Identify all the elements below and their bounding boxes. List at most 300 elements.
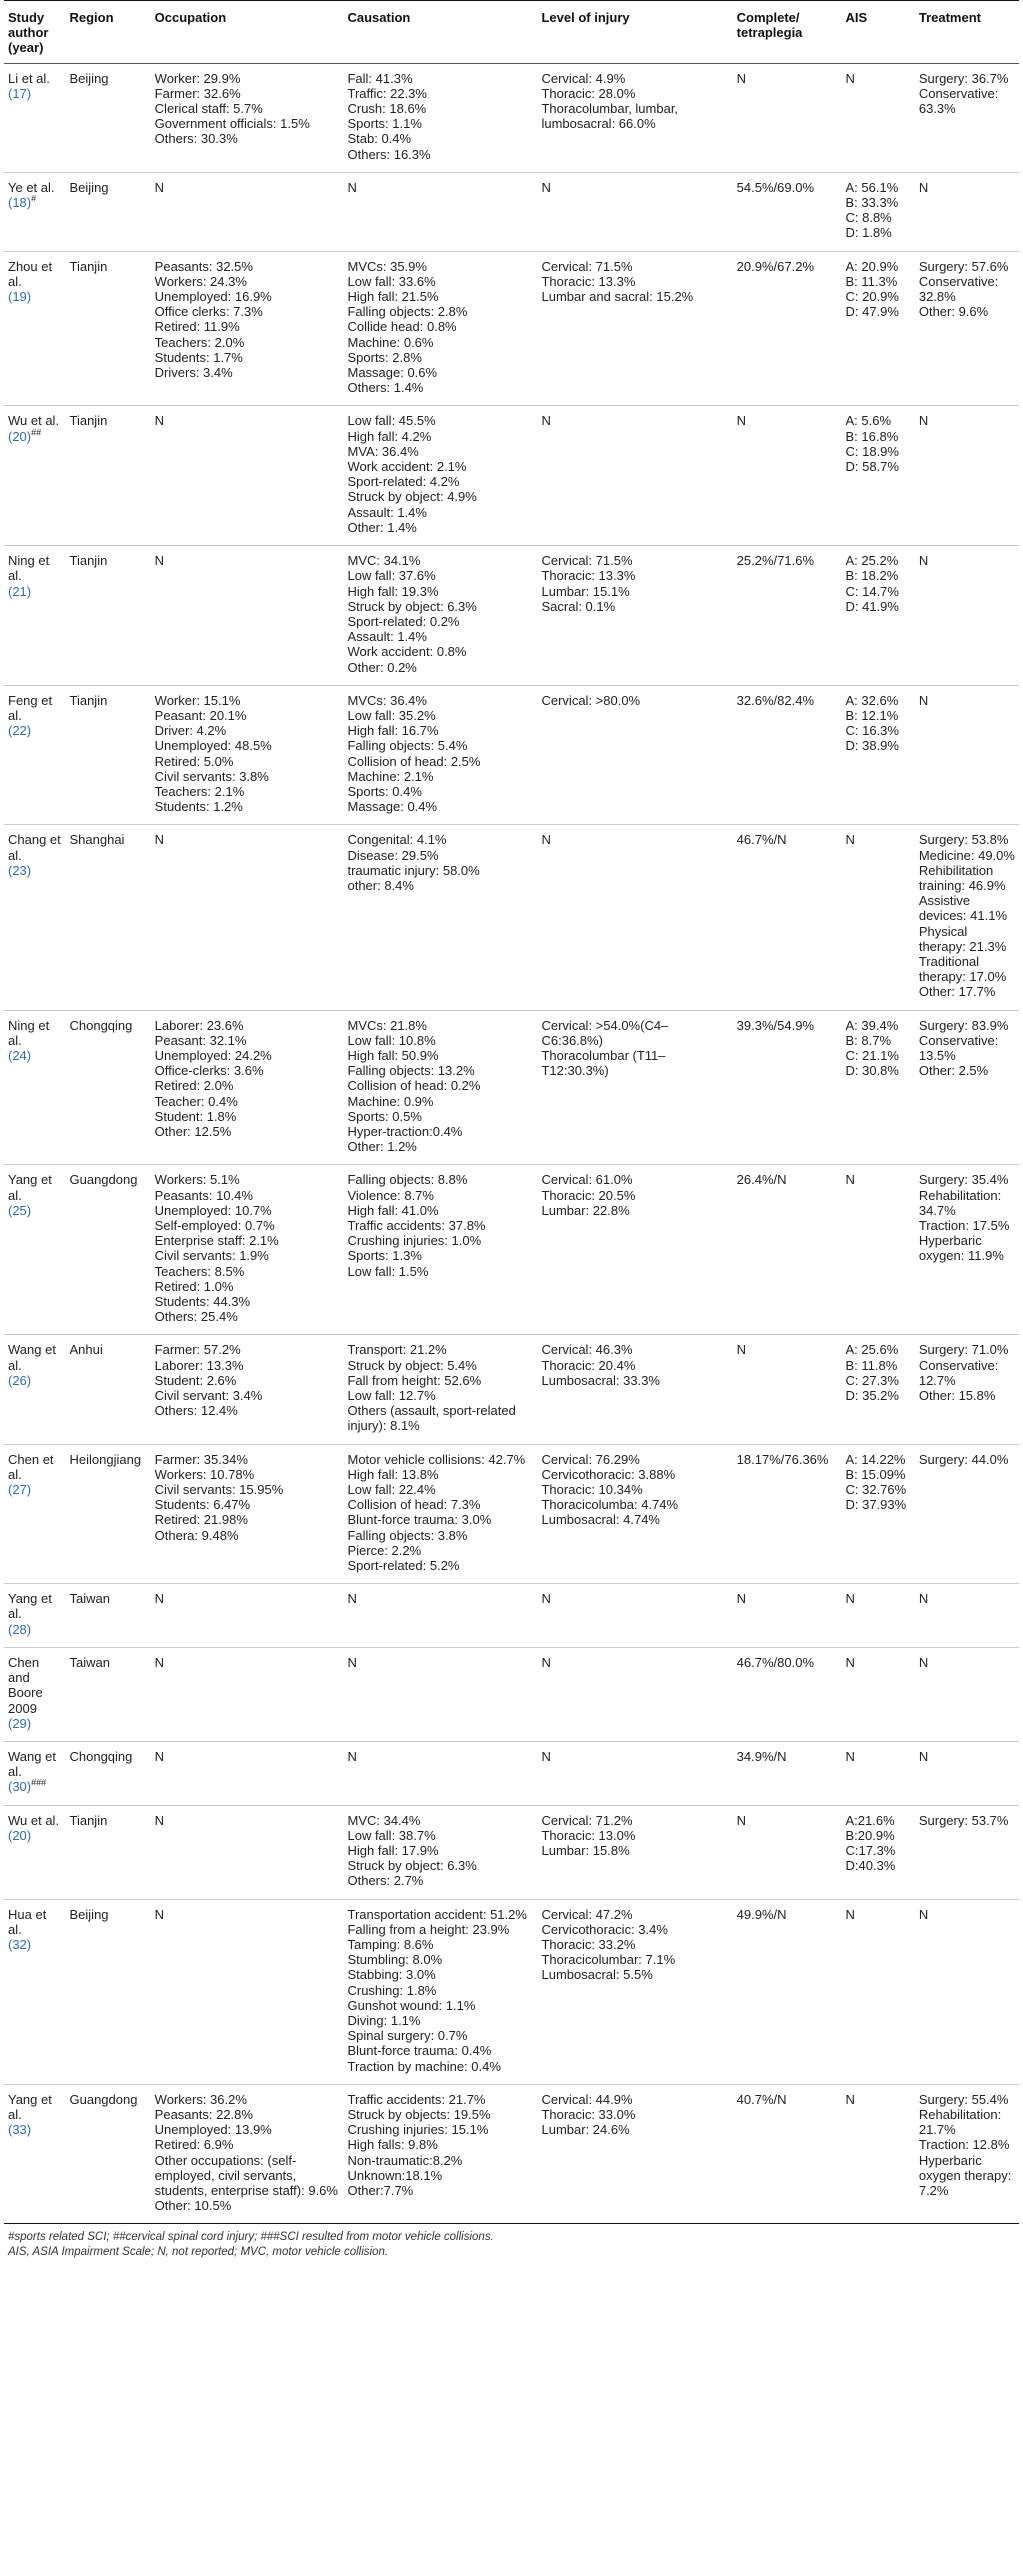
level-item: N <box>541 832 551 848</box>
table-row <box>4 1741 1019 1805</box>
region-value: Anhui <box>69 1342 103 1358</box>
causation-item: Sport-related: 5.2% <box>347 1558 460 1574</box>
level-of-injury-cell <box>537 546 732 686</box>
treatment-item: Traction: 12.8% <box>918 2137 1010 2153</box>
complete-value: 26.4%/N <box>736 1172 787 1188</box>
occupation-cell <box>151 1444 344 1584</box>
ais-item: D: 30.8% <box>845 1063 899 1079</box>
complete-tetraplegia-cell <box>733 1165 842 1335</box>
table-row <box>4 1444 1019 1584</box>
study-reference-link[interactable]: (27) <box>8 1482 32 1498</box>
occupation-cell <box>151 685 344 825</box>
causation-item: Collision of head: 7.3% <box>347 1497 481 1513</box>
ais-item: B: 18.2% <box>845 568 899 584</box>
causation-item: Other: 0.2% <box>347 659 417 675</box>
study-reference-link[interactable]: (20) <box>8 1827 32 1843</box>
treatment-item: Other: 15.8% <box>918 1388 996 1404</box>
ais-item: A: 14.22% <box>845 1451 906 1467</box>
causation-item: High fall: 13.8% <box>347 1466 439 1482</box>
complete-value: 34.9%/N <box>736 1748 787 1764</box>
region-cell <box>66 406 151 546</box>
occupation-item: Others: 12.4% <box>154 1403 238 1419</box>
table-row <box>4 1647 1019 1741</box>
treatment-item: N <box>918 553 929 569</box>
causation-cell <box>343 1741 537 1805</box>
occupation-item: Retired: 11.9% <box>154 319 240 335</box>
causation-item: Low fall: 37.6% <box>347 568 436 584</box>
ais-item: A: 5.6% <box>845 413 892 429</box>
complete-value: 18.17%/76.36% <box>736 1451 829 1467</box>
causation-item: Tamping: 8.6% <box>347 1936 434 1952</box>
occupation-item: Retired: 21.98% <box>154 1512 248 1528</box>
level-item: Cervical: 71.5% <box>541 553 633 569</box>
study-author-name: Yang et al. <box>8 1591 52 1622</box>
complete-value: N <box>736 413 747 429</box>
complete-tetraplegia-cell <box>733 546 842 686</box>
causation-item: MVCs: 21.8% <box>347 1017 427 1033</box>
ais-item: N <box>845 1906 855 1922</box>
occupation-cell <box>151 172 344 251</box>
causation-item: Machine: 0.6% <box>347 334 434 350</box>
region-value: Tianjin <box>69 1812 108 1828</box>
ais-item: C: 14.7% <box>845 583 899 599</box>
study-author-cell <box>4 1741 66 1805</box>
occupation-item: Unemployed: 16.9% <box>154 289 272 305</box>
causation-item: Low fall: 35.2% <box>347 707 436 723</box>
treatment-item: N <box>918 692 929 708</box>
level-of-injury-cell <box>537 172 732 251</box>
level-of-injury-cell <box>537 2084 732 2224</box>
study-author-name: Wang et al. <box>8 1748 56 1780</box>
causation-item: Transport: 21.2% <box>347 1342 447 1358</box>
study-author-name: Wang et al. <box>8 1342 56 1373</box>
ais-item: B: 16.8% <box>845 428 899 444</box>
occupation-item: Unemployed: 10.7% <box>154 1202 272 1218</box>
ais-item: N <box>845 1654 855 1670</box>
treatment-cell <box>915 1165 1019 1335</box>
causation-item: Other:7.7% <box>347 2182 414 2198</box>
complete-tetraplegia-cell <box>733 406 842 546</box>
treatment-item: Other: 17.7% <box>918 984 996 1000</box>
occupation-item: Others: 25.4% <box>154 1309 238 1325</box>
causation-cell <box>343 1899 537 2084</box>
level-item: Lumbosacral: 33.3% <box>541 1372 660 1388</box>
treatment-item: N <box>918 179 929 195</box>
ais-item: C:17.3% <box>845 1842 896 1858</box>
causation-item: Crushing injuries: 1.0% <box>347 1233 482 1249</box>
table-row <box>4 1899 1019 2084</box>
study-author-cell <box>4 406 66 546</box>
treatment-item: Conservative: 12.7% <box>918 1357 999 1388</box>
occupation-cell <box>151 825 344 1010</box>
treatment-cell <box>915 1899 1019 2084</box>
causation-item: Sports: 1.1% <box>347 116 422 132</box>
treatment-item: Surgery: 53.8% <box>918 832 1009 848</box>
occupation-item: Driver: 4.2% <box>154 723 227 739</box>
occupation-item: Unemployed: 13.9% <box>154 2122 272 2138</box>
level-of-injury-cell <box>537 825 732 1010</box>
study-reference-link[interactable]: (23) <box>8 862 32 878</box>
ais-item: C: 20.9% <box>845 289 899 305</box>
occupation-item: Unemployed: 48.5% <box>154 738 272 754</box>
region-cell <box>66 546 151 686</box>
level-of-injury-cell <box>537 1165 732 1335</box>
ais-cell <box>842 63 915 172</box>
complete-tetraplegia-cell <box>733 1584 842 1648</box>
region-cell <box>66 1584 151 1648</box>
study-author-cell <box>4 1444 66 1584</box>
causation-item: Other: 1.2% <box>347 1139 417 1155</box>
causation-cell <box>343 1584 537 1648</box>
study-author-cell <box>4 1647 66 1741</box>
ais-cell <box>842 406 915 546</box>
study-reference-link[interactable]: (32) <box>8 1936 32 1952</box>
causation-item: Sports: 1.3% <box>347 1248 422 1264</box>
treatment-cell <box>915 685 1019 825</box>
occupation-cell <box>151 1584 344 1648</box>
study-reference-link[interactable]: (30) <box>8 1779 32 1795</box>
causation-cell <box>343 825 537 1010</box>
treatment-item: Physical therapy: 21.3% <box>918 923 1007 954</box>
study-reference-link[interactable]: (25) <box>8 1202 32 1218</box>
occupation-item: Other occupations: (self-employed, civil servants, students, enterprise staff): 9.6% <box>154 2152 338 2198</box>
causation-item: Sports: 0.4% <box>347 783 422 799</box>
occupation-item: N <box>154 1906 165 1922</box>
treatment-cell <box>915 406 1019 546</box>
complete-value: 32.6%/82.4% <box>736 692 815 708</box>
causation-cell <box>343 1165 537 1335</box>
study-author-cell <box>4 1165 66 1335</box>
causation-cell <box>343 1647 537 1741</box>
complete-tetraplegia-cell <box>733 1335 842 1444</box>
causation-item: Assault: 1.4% <box>347 504 427 520</box>
occupation-item: Retired: 2.0% <box>154 1078 234 1094</box>
region-value: Taiwan <box>69 1654 110 1670</box>
region-value: Tianjin <box>69 692 108 708</box>
header-study-author: Study author (year) <box>4 1 66 64</box>
footnote-mark: ## <box>31 427 42 438</box>
level-of-injury-cell <box>537 406 732 546</box>
table-row <box>4 251 1019 406</box>
region-value: Tianjin <box>69 413 108 429</box>
level-item: N <box>541 1591 551 1607</box>
occupation-item: Farmer: 32.6% <box>154 85 241 101</box>
level-item: Thoracic: 13.3% <box>541 273 636 289</box>
treatment-item: Surgery: 83.9% <box>918 1017 1009 1033</box>
ais-cell <box>842 1444 915 1584</box>
causation-item: Work accident: 2.1% <box>347 459 467 475</box>
region-value: Tianjin <box>69 258 108 274</box>
treatment-item: Other: 2.5% <box>918 1063 989 1079</box>
study-reference-link[interactable]: (22) <box>8 723 32 739</box>
occupation-item: Other: 10.5% <box>154 2198 232 2214</box>
study-author-name: Wu et al. <box>8 1812 60 1828</box>
region-cell <box>66 1010 151 1165</box>
causation-item: Crushing: 1.8% <box>347 1982 437 1998</box>
ais-item: A: 25.2% <box>845 553 899 569</box>
complete-tetraplegia-cell <box>733 2084 842 2224</box>
level-item: N <box>541 1748 551 1764</box>
causation-item: Others: 1.4% <box>347 380 424 396</box>
study-author-name: Zhou et al. <box>8 258 53 289</box>
occupation-cell <box>151 2084 344 2224</box>
study-reference-link[interactable]: (21) <box>8 583 32 599</box>
occupation-item: Othera: 9.48% <box>154 1527 239 1543</box>
level-item: Thoracolumbar, lumbar, lumbosacral: 66.0% <box>541 101 679 132</box>
study-reference-link[interactable]: (28) <box>8 1621 32 1637</box>
header-row <box>4 1 1019 64</box>
treatment-cell <box>915 1741 1019 1805</box>
causation-item: Others: 2.7% <box>347 1873 424 1889</box>
ais-cell <box>842 1647 915 1741</box>
complete-tetraplegia-cell <box>733 1805 842 1899</box>
study-author-cell <box>4 172 66 251</box>
causation-item: Blunt-force trauma: 3.0% <box>347 1512 492 1528</box>
treatment-item: Rehabilitation: 34.7% <box>918 1187 1002 1218</box>
study-author-cell <box>4 2084 66 2224</box>
causation-item: High fall: 50.9% <box>347 1047 439 1063</box>
complete-tetraplegia-cell <box>733 825 842 1010</box>
study-reference-link[interactable]: (29) <box>8 1715 32 1731</box>
causation-item: High fall: 4.2% <box>347 428 432 444</box>
region-value: Shanghai <box>69 832 125 848</box>
causation-cell <box>343 1805 537 1899</box>
causation-cell <box>343 251 537 406</box>
ais-cell <box>842 1741 915 1805</box>
complete-tetraplegia-cell <box>733 1444 842 1584</box>
occupation-item: Laborer: 23.6% <box>154 1017 244 1033</box>
occupation-item: Student: 1.8% <box>154 1108 237 1124</box>
study-reference-link[interactable]: (17) <box>8 85 32 101</box>
occupation-item: Civil servants: 3.8% <box>154 768 269 784</box>
study-author-name: Li et al. <box>8 70 50 86</box>
treatment-item: Rehibilitation training: 46.9% <box>918 862 1006 893</box>
treatment-cell <box>915 1335 1019 1444</box>
causation-item: Others (assault, sport-related injury): 8.1% <box>347 1403 516 1434</box>
complete-tetraplegia-cell <box>733 63 842 172</box>
level-item: Lumbar and sacral: 15.2% <box>541 289 694 305</box>
level-item: N <box>541 179 551 195</box>
causation-item: Struck by object: 6.3% <box>347 1858 477 1874</box>
ais-item: D: 1.8% <box>845 225 892 241</box>
region-cell <box>66 685 151 825</box>
occupation-cell <box>151 1165 344 1335</box>
level-item: Cervical: 76.29% <box>541 1451 640 1467</box>
occupation-item: N <box>154 832 165 848</box>
causation-cell <box>343 1010 537 1165</box>
ais-item: N <box>845 1172 855 1188</box>
level-item: Cervical: 61.0% <box>541 1172 633 1188</box>
causation-cell <box>343 63 537 172</box>
treatment-item: Surgery: 53.7% <box>918 1812 1009 1828</box>
region-cell <box>66 1444 151 1584</box>
occupation-item: Workers: 5.1% <box>154 1172 240 1188</box>
causation-item: Sport-related: 4.2% <box>347 474 460 490</box>
ais-item: N <box>845 1748 855 1764</box>
study-reference-link[interactable]: (24) <box>8 1047 32 1063</box>
sci-epidemiology-table <box>4 0 1019 2224</box>
treatment-item: Conservative: 63.3% <box>918 85 999 117</box>
table-row <box>4 172 1019 251</box>
causation-item: Falling objects: 2.8% <box>347 304 468 320</box>
level-of-injury-cell <box>537 63 732 172</box>
level-item: Sacral: 0.1% <box>541 598 616 614</box>
level-of-injury-cell <box>537 1335 732 1444</box>
level-item: Thoracic: 33.2% <box>541 1936 636 1952</box>
causation-item: Traction by machine: 0.4% <box>347 2058 501 2074</box>
ais-item: A: 32.6% <box>845 692 899 708</box>
region-value: Chongqing <box>69 1017 133 1033</box>
treatment-item: Surgery: 44.0% <box>918 1451 1009 1467</box>
treatment-item: Conservative: 13.5% <box>918 1032 999 1063</box>
causation-item: Other: 1.4% <box>347 519 417 535</box>
occupation-cell <box>151 1335 344 1444</box>
causation-item: Low fall: 12.7% <box>347 1388 436 1404</box>
causation-item: Unknown:18.1% <box>347 2167 443 2183</box>
causation-item: Traffic accidents: 37.8% <box>347 1218 486 1234</box>
level-item: Lumbar: 15.1% <box>541 583 630 599</box>
header-occupation: Occupation <box>151 1 344 64</box>
level-item: Cervical: 47.2% <box>541 1906 633 1922</box>
occupation-item: Teacher: 0.4% <box>154 1093 238 1109</box>
ais-item: D:40.3% <box>845 1858 896 1874</box>
causation-item: Blunt-force trauma: 0.4% <box>347 2043 492 2059</box>
causation-item: Struck by object: 4.9% <box>347 489 477 505</box>
level-item: Cervical: 71.2% <box>541 1812 633 1828</box>
study-author-cell <box>4 63 66 172</box>
occupation-item: Self-employed: 0.7% <box>154 1218 275 1234</box>
treatment-cell <box>915 1584 1019 1648</box>
study-reference-link[interactable]: (33) <box>8 2122 32 2138</box>
complete-tetraplegia-cell <box>733 251 842 406</box>
occupation-item: Office clerks: 7.3% <box>154 304 263 320</box>
level-item: Thoracicolumbar: 7.1% <box>541 1952 676 1968</box>
level-of-injury-cell <box>537 1010 732 1165</box>
causation-item: Collision of head: 0.2% <box>347 1078 481 1094</box>
causation-item: Falling objects: 8.8% <box>347 1172 468 1188</box>
occupation-cell <box>151 546 344 686</box>
ais-item: C: 21.1% <box>845 1047 899 1063</box>
causation-item: Violence: 8.7% <box>347 1187 434 1203</box>
occupation-item: Peasant: 20.1% <box>154 707 247 723</box>
study-author-name: Yang et al. <box>8 2091 52 2122</box>
level-of-injury-cell <box>537 1805 732 1899</box>
occupation-item: Government officials: 1.5% <box>154 116 310 132</box>
region-value: Beijing <box>69 70 109 86</box>
region-value: Heilongjiang <box>69 1451 142 1467</box>
study-author-name: Yang et al. <box>8 1172 52 1203</box>
table-row <box>4 1010 1019 1165</box>
header-level-of-injury: Level of injury <box>537 1 732 64</box>
complete-value: 40.7%/N <box>736 2091 787 2107</box>
ais-item: B: 12.1% <box>845 707 899 723</box>
treatment-item: Hyperbaric oxygen: 11.9% <box>918 1233 1004 1264</box>
level-item: Thoracolumbar (T11–T12:30.3%) <box>541 1047 666 1079</box>
causation-item: Low fall: 45.5% <box>347 413 436 429</box>
study-reference-link[interactable]: (19) <box>8 289 32 305</box>
study-author-name: Ye et al. <box>8 179 55 195</box>
causation-item: Sport-related: 0.2% <box>347 613 460 629</box>
ais-item: B:20.9% <box>845 1827 895 1843</box>
occupation-item: Peasants: 32.5% <box>154 258 253 274</box>
table-body <box>4 63 1019 2224</box>
occupation-item: Teachers: 2.0% <box>154 334 245 350</box>
ais-item: C: 18.9% <box>845 443 899 459</box>
occupation-item: Farmer: 35.34% <box>154 1451 248 1467</box>
level-item: Thoracic: 20.4% <box>541 1357 636 1373</box>
region-value: Chongqing <box>69 1748 133 1764</box>
treatment-item: Surgery: 57.6% <box>918 258 1009 274</box>
treatment-item: Other: 9.6% <box>918 304 989 320</box>
occupation-cell <box>151 406 344 546</box>
occupation-item: Worker: 15.1% <box>154 692 241 708</box>
ais-cell <box>842 685 915 825</box>
table-row <box>4 1805 1019 1899</box>
occupation-item: Students: 6.47% <box>154 1497 251 1513</box>
causation-cell <box>343 406 537 546</box>
causation-item: Motor vehicle collisions: 42.7% <box>347 1451 526 1467</box>
level-of-injury-cell <box>537 1647 732 1741</box>
occupation-item: Unemployed: 24.2% <box>154 1047 272 1063</box>
causation-item: Pierce: 2.2% <box>347 1542 422 1558</box>
study-reference-link[interactable]: (20) <box>8 428 32 444</box>
causation-item: Falling objects: 5.4% <box>347 738 468 754</box>
causation-item: Disease: 29.5% <box>347 847 439 863</box>
study-reference-link[interactable]: (26) <box>8 1372 32 1388</box>
region-cell <box>66 2084 151 2224</box>
ais-item: C: 16.3% <box>845 723 899 739</box>
header-region: Region <box>66 1 151 64</box>
ais-item: D: 37.93% <box>845 1497 907 1513</box>
occupation-item: Other: 12.5% <box>154 1124 232 1139</box>
complete-value: N <box>736 70 747 86</box>
causation-item: Falling objects: 3.8% <box>347 1527 468 1543</box>
occupation-item: Retired: 6.9% <box>154 2137 234 2153</box>
study-author-name: Wu et al. <box>8 413 60 429</box>
treatment-item: Rehabilitation: 21.7% <box>918 2106 1002 2138</box>
treatment-item: Surgery: 36.7% <box>918 70 1009 86</box>
header-treatment: Treatment <box>915 1 1019 64</box>
level-of-injury-cell <box>537 1899 732 2084</box>
occupation-item: Retired: 1.0% <box>154 1278 234 1294</box>
causation-item: Massage: 0.6% <box>347 365 438 381</box>
complete-value: 54.5%/69.0% <box>736 179 815 195</box>
ais-item: C: 27.3% <box>845 1372 899 1388</box>
treatment-cell <box>915 825 1019 1010</box>
causation-item: MVA: 36.4% <box>347 443 419 459</box>
ais-item: N <box>845 832 855 848</box>
occupation-cell <box>151 1899 344 2084</box>
study-author-cell <box>4 1335 66 1444</box>
occupation-item: Civil servant: 3.4% <box>154 1388 263 1404</box>
level-item: Lumbar: 24.6% <box>541 2122 630 2138</box>
treatment-item: Surgery: 35.4% <box>918 1172 1009 1188</box>
region-cell <box>66 1165 151 1335</box>
ais-item: C: 8.8% <box>845 210 892 226</box>
region-cell <box>66 1647 151 1741</box>
occupation-cell <box>151 1647 344 1741</box>
causation-item: Transportation accident: 51.2% <box>347 1906 527 1922</box>
causation-cell <box>343 1444 537 1584</box>
occupation-item: Teachers: 2.1% <box>154 783 245 799</box>
causation-item: Machine: 0.9% <box>347 1093 434 1109</box>
causation-item: Struck by object: 5.4% <box>347 1357 477 1373</box>
causation-item: Stab: 0.4% <box>347 131 412 147</box>
level-of-injury-cell <box>537 251 732 406</box>
study-reference-link[interactable]: (18) <box>8 195 32 211</box>
causation-item: MVC: 34.1% <box>347 553 421 569</box>
causation-item: Struck by object: 6.3% <box>347 598 477 614</box>
